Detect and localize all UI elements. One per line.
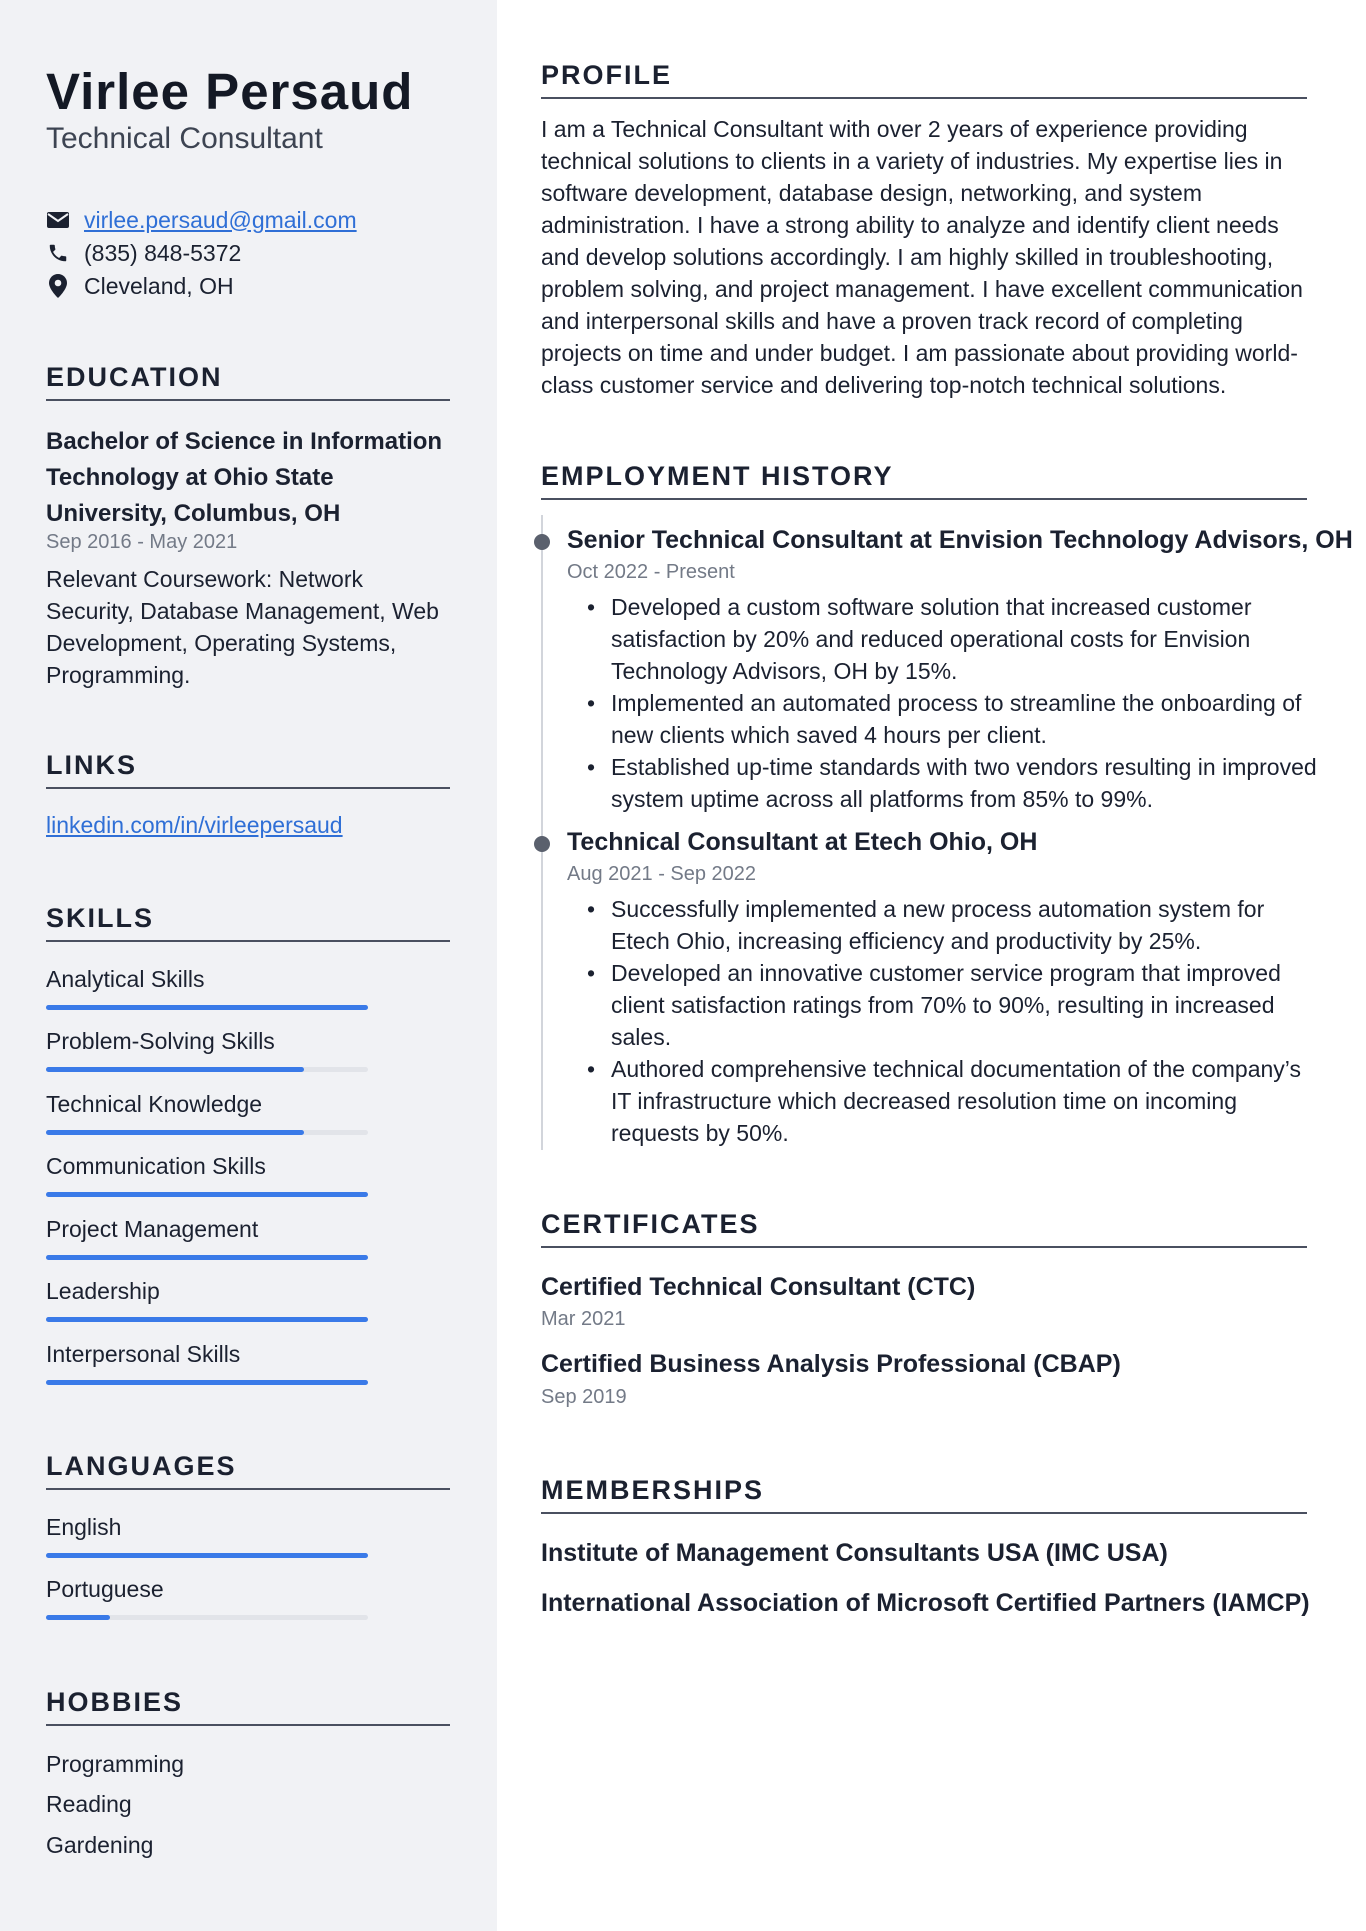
- linkedin-link[interactable]: linkedin.com/in/virleepersaud: [46, 812, 343, 838]
- skill-bar-fill: [46, 1255, 368, 1260]
- employment-divider: [541, 498, 1307, 500]
- skill-bar: [46, 1317, 368, 1322]
- hobby-item: Reading: [46, 1791, 132, 1817]
- skill-bar-fill: [46, 1317, 368, 1322]
- skill-bar-fill: [46, 1005, 368, 1010]
- skill-label: Technical Knowledge: [46, 1091, 263, 1117]
- education-heading: EDUCATION: [46, 362, 223, 392]
- email-link[interactable]: virlee.persaud@gmail.com: [84, 206, 357, 233]
- job-bullet: • Established up-time standards with two vendors resulting in improved system uptime across all platforms from 85% to 99%.: [567, 751, 1317, 815]
- skill-label: Problem-Solving Skills: [46, 1028, 275, 1054]
- candidate-name: Virlee Persaud: [46, 63, 414, 120]
- skill-bar-fill: [46, 1130, 304, 1135]
- job-dates: Aug 2021 - Sep 2022: [567, 863, 757, 885]
- job-title: Technical Consultant at Etech Ohio, OH: [567, 828, 1038, 856]
- envelope-icon: [46, 208, 70, 232]
- memberships-heading: MEMBERSHIPS: [541, 1475, 765, 1505]
- certificate-date: Sep 2019: [541, 1386, 627, 1408]
- skill-label: Analytical Skills: [46, 966, 205, 992]
- job-bullet: • Developed a custom software solution that increased customer satisfaction by 20% and reduced operational costs for Envision Technology Advisors, OH by 15%.: [567, 591, 1317, 687]
- location: Cleveland, OH: [84, 272, 234, 299]
- hobbies-divider: [46, 1724, 450, 1726]
- skills-heading: SKILLS: [46, 903, 155, 933]
- skill-label: Communication Skills: [46, 1153, 266, 1179]
- skill-bar-fill: [46, 1380, 368, 1385]
- skill-bar: [46, 1255, 368, 1260]
- certificate-title: Certified Business Analysis Professional (CBAP): [541, 1350, 1121, 1378]
- skill-bar: [46, 1192, 368, 1197]
- certificate-date: Mar 2021: [541, 1308, 626, 1330]
- contact-location-row: [46, 271, 234, 301]
- job-bullet: • Implemented an automated process to streamline the onboarding of new clients which saved 4 hours per client.: [567, 687, 1317, 751]
- certificates-heading: CERTIFICATES: [541, 1209, 760, 1239]
- language-bar: [46, 1553, 368, 1558]
- job-dates: Oct 2022 - Present: [567, 561, 735, 583]
- skill-bar-fill: [46, 1067, 304, 1072]
- language-label: Portuguese: [46, 1576, 164, 1602]
- map-pin-icon: [46, 274, 70, 298]
- languages-heading: LANGUAGES: [46, 1451, 237, 1481]
- skill-bar-fill: [46, 1192, 368, 1197]
- language-bar-fill: [46, 1553, 368, 1558]
- memberships-divider: [541, 1512, 1307, 1514]
- contact-phone-row: [46, 238, 241, 268]
- links-divider: [46, 787, 450, 789]
- certificate-title: Certified Technical Consultant (CTC): [541, 1273, 976, 1301]
- membership-item: Institute of Management Consultants USA (IMC USA): [541, 1539, 1168, 1567]
- job-bullets: [567, 591, 1317, 815]
- languages-divider: [46, 1488, 450, 1490]
- skill-bar: [46, 1005, 368, 1010]
- profile-summary: I am a Technical Consultant with over 2 years of experience providing technical solutions to clients in a variety of industries. My expertise lies in software development, database design, networking, and system administration. I have a strong ability to analyze and identify client needs and develop solutions accordingly. I am highly skilled in troubleshooting, problem solving, and project management. I have excellent communication and interpersonal skills and have a proven track record of completing projects on time and under budget. I am passionate about providing world-class customer service and delivering top-notch technical solutions.: [541, 116, 1303, 398]
- education-degree: Bachelor of Science in Information Technology at Ohio State University, Columbus, OH: [46, 428, 443, 527]
- education-dates: Sep 2016 - May 2021: [46, 531, 238, 553]
- profile-heading: PROFILE: [541, 60, 673, 90]
- skill-label: Project Management: [46, 1216, 259, 1242]
- membership-item: International Association of Microsoft Certified Partners (IAMCP): [541, 1589, 1310, 1617]
- education-description: Relevant Coursework: Network Security, Database Management, Web Development, Operating Systems, Programming.: [46, 566, 439, 688]
- phone-number: (835) 848-5372: [84, 239, 242, 266]
- skill-bar: [46, 1130, 368, 1135]
- candidate-role: Technical Consultant: [46, 122, 323, 155]
- links-heading: LINKS: [46, 750, 137, 780]
- phone-icon: [46, 241, 70, 265]
- job-bullet: • Successfully implemented a new process automation system for Etech Ohio, increasing efficiency and productivity by 25%.: [567, 893, 1317, 957]
- job-title: Senior Technical Consultant at Envision Technology Advisors, OH: [567, 526, 1353, 554]
- main-content: [497, 0, 1366, 1931]
- language-label: English: [46, 1514, 122, 1540]
- hobby-item: Gardening: [46, 1832, 154, 1858]
- profile-divider: [541, 97, 1307, 99]
- language-bar-fill: [46, 1615, 110, 1620]
- timeline-dot: [534, 534, 550, 550]
- hobby-item: Programming: [46, 1751, 185, 1777]
- education-divider: [46, 399, 450, 401]
- timeline-dot: [534, 836, 550, 852]
- skill-bar: [46, 1380, 368, 1385]
- job-bullet: • Authored comprehensive technical documentation of the company’s IT infrastructure which decreased resolution time on incoming requests by 50%.: [567, 1053, 1317, 1149]
- job-bullet: • Developed an innovative customer service program that improved client satisfaction ratings from 70% to 90%, resulting in increased sales.: [567, 957, 1317, 1053]
- certificates-divider: [541, 1246, 1307, 1248]
- job-bullets: [567, 893, 1317, 1149]
- language-bar: [46, 1615, 368, 1620]
- skill-label: Interpersonal Skills: [46, 1341, 241, 1367]
- employment-heading: EMPLOYMENT HISTORY: [541, 461, 894, 491]
- skill-label: Leadership: [46, 1278, 160, 1304]
- hobbies-heading: HOBBIES: [46, 1687, 184, 1717]
- skill-bar: [46, 1067, 368, 1072]
- employment-timeline: [541, 515, 543, 1150]
- contact-email-row: [46, 205, 357, 235]
- skills-divider: [46, 940, 450, 942]
- sidebar: [0, 0, 497, 1931]
